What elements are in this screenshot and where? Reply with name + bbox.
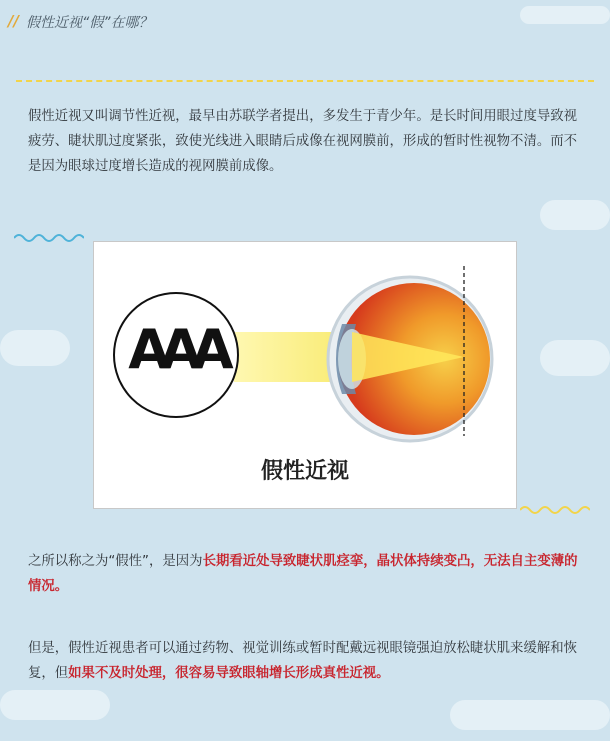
cloud-decoration: [0, 330, 70, 366]
pseudo-myopia-figure: [93, 241, 517, 509]
treatment-prefix: 但是，假性近视患者可以通过药物、视觉训练或暂时配戴远视眼镜强迫放松睫状肌来缓解和恢复，但: [28, 641, 578, 681]
header: [0, 0, 610, 44]
explanation-prefix: 之所以称之为“假性”，是因为: [28, 554, 203, 569]
wave-decoration: [14, 232, 84, 244]
page-title: 假性近视“假”在哪？: [26, 15, 153, 31]
treatment-highlight: 如果不及时处理，很容易导致眼轴增长形成真性近视。: [68, 666, 390, 681]
cloud-decoration: [540, 200, 610, 230]
cloud-decoration: [540, 340, 610, 376]
figure-caption: 假性近视: [260, 459, 349, 484]
eye-chart-letters: AAA: [128, 318, 224, 381]
treatment-paragraph: [28, 636, 588, 686]
wave-decoration: [520, 504, 590, 516]
top-dashed-divider: [16, 80, 594, 82]
cloud-decoration: [0, 690, 110, 720]
intro-paragraph: 假性近视又叫调节性近视，最早由苏联学者提出，多发生于青少年。是长时间用眼过度导致视疲劳、睫状肌过度紧张，致使光线进入眼睛后成像在视网膜前，形成的暂时性视物不清。而不是因为眼球过度增长造成的视网膜前成像。: [28, 109, 578, 174]
cloud-decoration: [450, 700, 610, 730]
explanation-highlight: 长期看近处导致睫状肌痉挛，晶状体持续变凸，无法自主变薄的情况。: [28, 554, 578, 594]
explanation-paragraph: [28, 549, 588, 599]
header-slash-icon: //: [8, 12, 19, 30]
